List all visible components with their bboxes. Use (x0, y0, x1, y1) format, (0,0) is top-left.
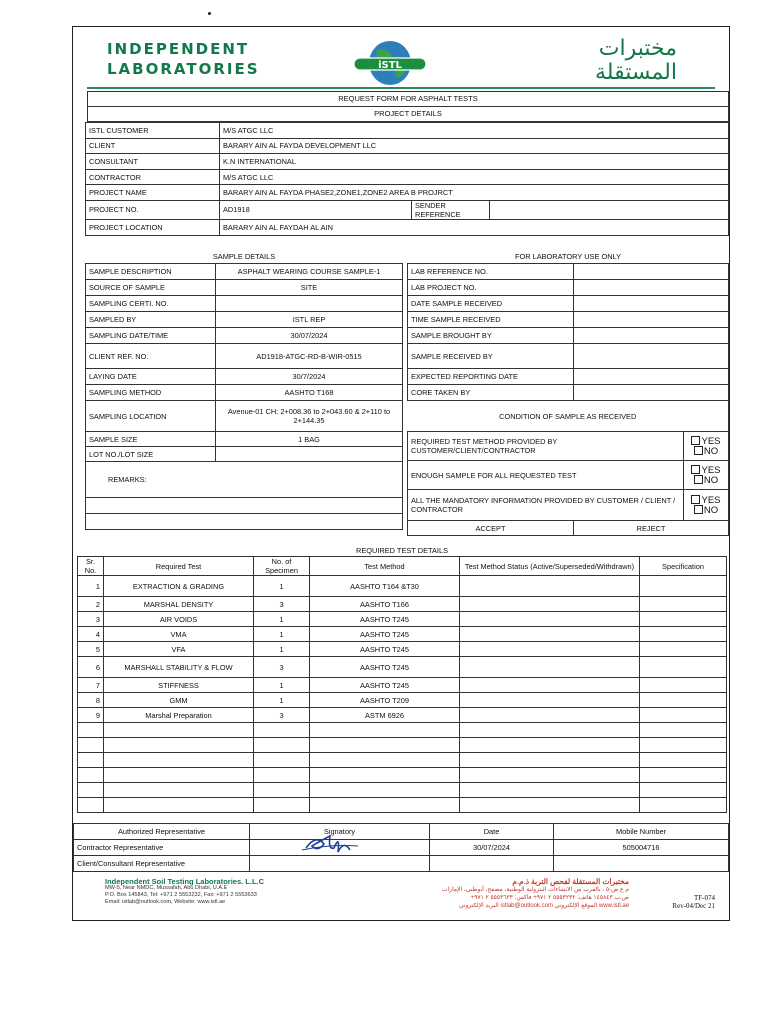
table-row-empty[interactable] (78, 753, 727, 768)
table-row: SAMPLING CERTI. NO. (86, 296, 403, 312)
table-row: SOURCE OF SAMPLE SITE (86, 280, 403, 296)
table-row: CLIENT REF. NO. AD1918-ATGC-RD-B-WIR-0515 (86, 344, 403, 369)
company-logo-english (107, 39, 260, 79)
project-no-value[interactable]: AD1918 (220, 200, 412, 219)
table-row-empty[interactable] (78, 783, 727, 798)
logo-line-2: LABORATORIES (107, 60, 260, 78)
footer-address-english: Independent Soil Testing Laboratories. L.L.C MW-5, Near NMDC, Mussafah, Abu Dhabi, U.A.E P.O. Box 145843, Tel: +971 2 5553232, Fax: +971 2 5553633 Email: istlab@outlook.com, Website: www.istl.ae (105, 877, 265, 905)
sample-details-title: SAMPLE DETAILS (212, 252, 276, 261)
yes-checkbox[interactable] (691, 465, 700, 474)
sender-reference-field[interactable] (490, 200, 729, 219)
form-page (72, 26, 730, 921)
yes-no-checkbox-group[interactable]: YES NO (684, 432, 729, 461)
footer-address-arabic: مختبرات المستقلة لفحص التربة ذ.م.م م ع ص-٥ ، بالقرب من الانشاءات البترولية الوطنية، مصفح، أبوظبي، الإمارات ص.ب ١٤٥٨٤٣ هاتف: ٥٥٥٣٢٣٢ ٢ ٩٧١+ فاكس: ٥٥٥٣٦٣٣ ٢ ٩٧١+ www.istl.ae الموقع الإلكتروني istlab@outlook.com البريد الإلكتروني (441, 877, 629, 909)
condition-label: CONDITION OF SAMPLE AS RECEIVED (408, 401, 729, 432)
table-row: 3 AIR VOIDS 1 AASHTO T245 (78, 612, 727, 627)
table-row: SAMPLING LOCATION Avenue-01 CH: 2+008.36 to 2+043.60 & 2+110 to 2+144.35 (86, 401, 403, 432)
accept-reject-row (408, 521, 729, 536)
table-row-empty[interactable] (78, 723, 727, 738)
contractor-date[interactable]: 30/07/2024 (430, 840, 554, 856)
remarks-line[interactable] (86, 514, 403, 530)
table-row: SAMPLE DESCRIPTION ASPHALT WEARING COURSE SAMPLE-1 (86, 264, 403, 280)
table-row: PROJECT NAME BARARY AIN AL FAYDA PHASE2,ZONE1,ZONE2 AREA B PROJRCT (86, 185, 729, 201)
project-details-table (85, 122, 729, 236)
table-row: SAMPLE SIZE 1 BAG (86, 432, 403, 447)
table-row: Client/Consultant Representative (74, 856, 729, 872)
yes-checkbox[interactable] (691, 495, 700, 504)
table-row: CONTRACTOR M/S ATGC LLC (86, 169, 729, 185)
lab-use-table (407, 250, 729, 536)
table-row: CONSULTANT K.N INTERNATIONAL (86, 154, 729, 170)
check-row: REQUIRED TEST METHOD PROVIDED BY CUSTOMER/CLIENT/CONTRACTOR YES NO (408, 432, 729, 461)
table-row: CLIENT BARARY AIN AL FAYDA DEVELOPMENT LLC (86, 138, 729, 154)
globe-emblem-icon (350, 39, 430, 87)
project-section-title: PROJECT DETAILS (87, 106, 729, 122)
signature-scribble-icon (300, 830, 360, 856)
client-date[interactable] (430, 856, 554, 872)
table-row: SAMPLING METHOD AASHTO T168 (86, 385, 403, 401)
table-row: DATE SAMPLE RECEIVED (408, 296, 729, 312)
table-row: 6 MARSHALL STABILITY & FLOW 3 AASHTO T245 (78, 657, 727, 678)
table-row: EXPECTED REPORTING DATE (408, 369, 729, 385)
table-row: 5 VFA 1 AASHTO T245 (78, 642, 727, 657)
table-header-row: Authorized Representative Signatory Date Mobile Number (74, 824, 729, 840)
no-checkbox[interactable] (694, 446, 703, 455)
table-row: ISTL CUSTOMER M/S ATGC LLC (86, 123, 729, 139)
footer (73, 872, 729, 918)
signatures-table (73, 823, 729, 872)
form-code: TF-074 Rev-04/Dec 21 (672, 894, 715, 910)
no-checkbox[interactable] (694, 475, 703, 484)
table-row: PROJECT NO. AD1918 SENDER REFERENCE (86, 200, 729, 219)
lab-use-title: FOR LABORATORY USE ONLY (514, 252, 622, 261)
client-mobile[interactable] (554, 856, 729, 872)
required-tests-table (77, 544, 727, 813)
table-header-row: Sr. No. Required Test No. of Specimen Test Method Test Method Status (Active/Superseded/Withdrawn) Specification (78, 557, 727, 576)
table-row: 4 VMA 1 AASHTO T245 (78, 627, 727, 642)
scan-speck (208, 12, 211, 15)
form-title: REQUEST FORM FOR ASPHALT TESTS (87, 91, 729, 107)
yes-checkbox[interactable] (691, 436, 700, 445)
table-row-empty[interactable] (78, 768, 727, 783)
table-row: LAB PROJECT NO. (408, 280, 729, 296)
contractor-signature[interactable] (250, 840, 430, 856)
table-row: SAMPLE RECEIVED BY (408, 344, 729, 369)
no-checkbox[interactable] (694, 505, 703, 514)
table-row: 7 STIFFNESS 1 AASHTO T245 (78, 678, 727, 693)
table-row: 1 EXTRACTION & GRADING 1 AASHTO T164 &T30 (78, 576, 727, 597)
table-row: CORE TAKEN BY (408, 385, 729, 401)
company-logo-arabic (595, 37, 677, 85)
client-signature[interactable] (250, 856, 430, 872)
table-row: TIME SAMPLE RECEIVED (408, 312, 729, 328)
header-divider (87, 87, 715, 89)
check-row: ALL THE MANDATORY INFORMATION PROVIDED BY CUSTOMER / CLIENT / CONTRACTOR YES NO (408, 490, 729, 521)
table-row: 9 Marshal Preparation 3 ASTM 6926 (78, 708, 727, 723)
remarks-row (86, 462, 403, 498)
remarks-label: REMARKS: (86, 462, 403, 498)
table-row: 8 GMM 1 AASHTO T209 (78, 693, 727, 708)
table-row: PROJECT LOCATION BARARY AIN AL FAYDAH AL AIN (86, 219, 729, 235)
yes-no-checkbox-group[interactable]: YES NO (684, 461, 729, 490)
table-row: Contractor Representative 30/07/2024 505004716 (74, 840, 729, 856)
table-row: LOT NO./LOT SIZE (86, 447, 403, 462)
logo-ar-line-2: المستقلة (594, 60, 677, 85)
logo-ar-line-1: مختبرات (598, 36, 677, 61)
table-row: SAMPLE BROUGHT BY (408, 328, 729, 344)
check-row: ENOUGH SAMPLE FOR ALL REQUESTED TEST YES NO (408, 461, 729, 490)
table-row-empty[interactable] (78, 738, 727, 753)
table-row: LAB REFERENCE NO. (408, 264, 729, 280)
required-tests-title: REQUIRED TEST DETAILS (356, 545, 448, 555)
remarks-line[interactable] (86, 498, 403, 514)
condition-row (408, 401, 729, 432)
reject-option[interactable]: REJECT (574, 521, 729, 536)
table-row-empty[interactable] (78, 798, 727, 813)
table-row: SAMPLED BY ISTL REP (86, 312, 403, 328)
table-row: LAYING DATE 30/7/2024 (86, 369, 403, 385)
logo-line-1: INDEPENDENT (107, 40, 250, 58)
table-row: 2 MARSHAL DENSITY 3 AASHTO T166 (78, 597, 727, 612)
yes-no-checkbox-group[interactable]: YES NO (684, 490, 729, 521)
table-row: SAMPLING DATE/TIME 30/07/2024 (86, 328, 403, 344)
sample-details-table (85, 250, 403, 530)
emblem-text: iSTL (378, 60, 402, 71)
accept-option[interactable]: ACCEPT (408, 521, 574, 536)
contractor-mobile[interactable]: 505004716 (554, 840, 729, 856)
